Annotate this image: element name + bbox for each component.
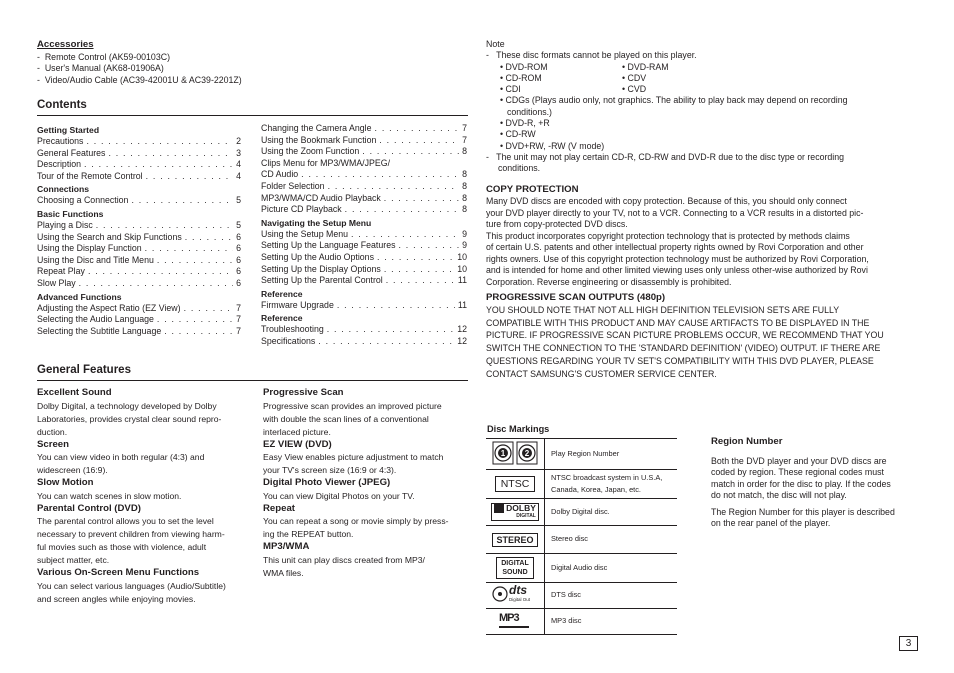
toc-leader-dots [399, 240, 460, 250]
feature-heading: MP3/WMA [263, 541, 310, 552]
body-line: and is intended for home and other limited viewing uses only unless other-wise authorized by Rovi [486, 265, 868, 275]
toc-section-heading: Advanced Functions [37, 291, 122, 302]
toc-entry-page: 6 [236, 266, 241, 277]
toc-entry-page: 8 [462, 180, 467, 191]
toc-entry-page: 8 [462, 192, 467, 203]
toc-section-heading: Getting Started [37, 125, 100, 135]
toc-entry-label: Folder Selection [261, 180, 325, 191]
svg-text:1: 1 [500, 449, 506, 458]
copy-protection-body [486, 196, 926, 288]
toc-entry-page: 10 [457, 251, 467, 262]
toc-entry-page: 8 [462, 204, 467, 215]
toc-leader-dots [327, 324, 454, 334]
toc-entry-page: 9 [462, 240, 467, 251]
disc-mark-desc: Stereo disc [545, 526, 678, 554]
features-left-column [37, 387, 252, 606]
toc-entry [261, 229, 467, 241]
toc-leader-dots [301, 169, 459, 179]
toc-entry-label: Picture CD Playback [261, 204, 342, 215]
toc-entry [37, 243, 241, 255]
note-format-pairs [486, 62, 926, 152]
toc-leader-dots [157, 255, 233, 265]
toc-entry-page: 7 [236, 314, 241, 325]
toc-entry-label: Troubleshooting [261, 324, 324, 335]
feature-text: Easy View enables picture adjustment to match [263, 452, 444, 462]
feature-text: The parental control allows you to set the level [37, 516, 214, 526]
region-number-body: Both the DVD player and your DVD discs are coded by region. These regional codes must match in order for the disc to play. If the codes do not match, the disc will not play. The Region Number for this player is described on the rear panel of the player. [711, 456, 895, 529]
feature-text: This unit can play discs created from MP3/ [263, 554, 425, 565]
toc-entry [37, 136, 241, 148]
toc-entry [37, 171, 241, 183]
toc-leader-dots [384, 264, 454, 274]
body-line: QUESTIONS REGARDING YOUR TV SET'S COMPATIBILITY WITH THIS DVD PLAYER, PLEASE [486, 355, 874, 366]
toc-leader-dots [184, 303, 234, 313]
toc-entry [37, 303, 241, 315]
feature-text: You can watch scenes in slow motion. [37, 490, 182, 501]
toc-entry-label: Setting Up the Parental Control [261, 275, 383, 286]
toc-entry-label: Firmware Upgrade [261, 299, 334, 310]
toc-entry-page: 7 [236, 325, 241, 336]
toc-entry-page: 4 [236, 159, 241, 170]
feature-text: your TV's screen size (16:9 or 4:3). [263, 465, 397, 475]
toc-leader-dots [384, 193, 459, 203]
toc-entry-label: Selecting the Audio Language [37, 314, 154, 325]
toc-entry-page: 11 [457, 275, 467, 286]
toc-entry [37, 148, 241, 160]
toc-section-heading: Connections [37, 184, 90, 195]
svg-text:2: 2 [524, 449, 530, 458]
accessories-title: Accessories [37, 39, 94, 50]
mp3-icon: MP3 [486, 609, 545, 635]
toc-entry [37, 326, 241, 338]
toc-entry-page: 5 [236, 195, 241, 206]
toc-entry-label: CD Audio [261, 169, 299, 180]
toc-leader-dots [157, 314, 233, 324]
table-row [486, 609, 677, 635]
toc-entry-page: 10 [457, 263, 467, 274]
toc-entry-page: 6 [236, 243, 241, 254]
toc-leader-dots [164, 326, 233, 336]
toc-entry-label: Using the Disc and Title Menu [37, 254, 154, 265]
note-last: - The unit may not play certain CD-R, CD-RW and DVD-R due to the disc type or recording [486, 151, 845, 162]
list-item: • CD-ROM • CDV [500, 72, 647, 83]
toc-entry [37, 266, 241, 278]
toc-section-heading: Reference [261, 288, 303, 299]
toc-entry [37, 232, 241, 244]
toc-entry [261, 181, 467, 193]
toc-entry-page: 7 [236, 302, 241, 313]
toc-entry-label: Slow Play [37, 277, 76, 288]
feature-text: You can repeat a song or movie simply by press- [263, 516, 449, 526]
toc-entry-label: Using the Zoom Function [261, 146, 360, 157]
toc-entry-page: 3 [236, 147, 241, 158]
toc-section-heading: Navigating the Setup Menu [261, 217, 372, 228]
toc-entry-page: 2 [236, 136, 241, 146]
toc-entry-label: Precautions [37, 136, 84, 146]
toc-leader-dots [318, 336, 454, 346]
disc-mark-desc: NTSC broadcast system in U.S.A, Canada, Korea, Japan, etc. [545, 470, 678, 499]
body-line: SWITCH THE CONNECTION TO THE 'STANDARD DEFINITION' (VIDEO) OUTPUT. IF THERE ARE [486, 343, 881, 354]
toc-entry [37, 195, 241, 207]
toc-leader-dots [86, 136, 233, 146]
toc-entry [37, 159, 241, 171]
accessories-list [37, 52, 242, 86]
feature-text: subject matter, etc. [37, 555, 110, 565]
body-line: ture from copy-protected DVD discs. [486, 219, 628, 229]
toc-leader-dots [108, 148, 233, 158]
table-row [486, 439, 677, 470]
body-line: rights owners. Use of this copyright protection technology must be authorized by Rovi Corporation, [486, 253, 869, 264]
page-number: 3 [899, 636, 918, 651]
toc-leader-dots [377, 252, 454, 262]
toc-entry-label: Playing a Disc [37, 219, 93, 230]
toc-entry-page: 9 [462, 228, 467, 239]
disc-mark-desc: Play Region Number [545, 439, 678, 470]
toc-entry [37, 278, 241, 290]
toc-section-heading: Basic Functions [37, 208, 104, 219]
feature-text: interlaced picture. [263, 426, 331, 437]
toc-leader-dots [375, 123, 460, 133]
table-row [486, 583, 677, 609]
body-line: COMPATIBLE WITH THIS PRODUCT AND MAY CAUSE ARTIFACTS TO BE DISPLAYED IN THE [486, 317, 870, 328]
contents-rule [37, 115, 468, 116]
toc-entry-page: 11 [457, 299, 467, 310]
list-item: • CDI • CVD [500, 84, 647, 95]
toc-entry [37, 314, 241, 326]
region-number-title: Region Number [711, 436, 783, 447]
feature-text: and screen angles while enjoying movies. [37, 593, 196, 604]
table-row [486, 554, 677, 583]
toc-entry [261, 135, 467, 147]
feature-text: Laboratories, provides crystal clear sound repro- [37, 413, 222, 424]
toc-entry [261, 324, 467, 336]
copy-protection-title: COPY PROTECTION [486, 184, 579, 195]
toc-entry-label: General Features [37, 147, 106, 158]
toc-entry-page: 8 [462, 169, 467, 180]
progressive-title: PROGRESSIVE SCAN OUTPUTS (480p) [486, 292, 666, 303]
toc-left-column [37, 123, 241, 337]
toc-entry [261, 158, 467, 170]
toc-leader-dots [79, 278, 233, 288]
toc-entry-label: Setting Up the Audio Options [261, 251, 374, 262]
toc-section-heading: Reference [261, 313, 303, 324]
toc-leader-dots [131, 195, 233, 205]
disc-markings-table [486, 438, 677, 635]
toc-entry [261, 193, 467, 205]
dolby-digital-icon: DOLBY DIGITAL [486, 499, 545, 526]
feature-text: widescreen (16:9). [37, 465, 108, 475]
general-features-title: General Features [37, 364, 131, 376]
toc-entry-label: Using the Display Function [37, 243, 142, 254]
note-intro: - These disc formats cannot be played on this player. [486, 50, 697, 61]
toc-entry-page: 6 [236, 254, 241, 265]
feature-text: You can select various languages (Audio/Subtitle) [37, 580, 226, 591]
toc-entry [261, 204, 467, 216]
toc-entry-page: 6 [236, 231, 241, 242]
feature-heading: Various On-Screen Menu Functions [37, 567, 200, 578]
disc-mark-desc: Dolby Digital disc. [545, 499, 678, 526]
toc-entry-page: 12 [457, 335, 467, 346]
feature-text: You can view Digital Photos on your TV. [263, 490, 415, 501]
toc-leader-dots [146, 171, 233, 181]
toc-entry-page: 7 [462, 123, 467, 133]
body-line: Many DVD discs are encoded with copy protection. Because of this, you should only connect [486, 196, 847, 206]
feature-text: You can view video in both regular (4:3) and [37, 452, 205, 462]
feature-text: with double the scan lines of a conventional [263, 413, 429, 424]
list-item: - User's Manual (AK68-01906A) [37, 63, 164, 74]
toc-entry [261, 275, 467, 287]
note-section [486, 39, 926, 175]
note-last-cont: conditions. [498, 163, 541, 174]
toc-leader-dots [379, 135, 459, 145]
ntsc-icon: NTSC [486, 470, 545, 499]
body-line: your DVD player directly to your TV, not to a VCR. Connecting to a VCR results in a distorted pic- [486, 207, 864, 218]
feature-heading: Parental Control (DVD) [37, 502, 141, 514]
toc-entry-label: Using the Search and Skip Functions [37, 231, 182, 242]
list-item: • DVD-R, +R [500, 118, 550, 129]
list-item: conditions.) [507, 106, 552, 117]
dts-icon: dts Digital Out [486, 583, 545, 609]
feature-text: ing the REPEAT button. [263, 529, 354, 539]
progressive-body [486, 304, 926, 380]
note-title: Note [486, 39, 505, 49]
toc-entry-label: Setting Up the Language Features [261, 240, 396, 251]
toc-entry [261, 169, 467, 181]
toc-entry-label: Specifications [261, 335, 316, 346]
disc-markings-title: Disc Markings [487, 424, 550, 434]
toc-entry [261, 264, 467, 276]
stereo-icon: STEREO [486, 526, 545, 554]
toc-leader-dots [337, 300, 455, 310]
toc-right-column [261, 123, 467, 348]
digital-sound-icon: DIGITAL SOUND [486, 554, 545, 583]
contents-title: Contents [37, 99, 87, 111]
toc-entry-label: Description [37, 159, 82, 170]
feature-heading: Repeat [263, 502, 295, 514]
toc-entry [261, 146, 467, 158]
feature-text: necessary to prevent children from viewing harm- [37, 529, 225, 539]
toc-leader-dots [84, 159, 233, 169]
toc-leader-dots [185, 232, 233, 242]
toc-entry-label: Tour of the Remote Control [37, 170, 143, 181]
general-features-rule [37, 380, 468, 381]
toc-entry-label: Choosing a Connection [37, 195, 129, 206]
body-line: YOU SHOULD NOTE THAT NOT ALL HIGH DEFINITION TELEVISION SETS ARE FULLY [486, 305, 840, 315]
body-line: Corporation. Reverse engineering or disassembly is prohibited. [486, 276, 732, 287]
toc-leader-dots [88, 266, 233, 276]
toc-entry-page: 4 [236, 170, 241, 181]
body-line: CONTACT SAMSUNG'S CUSTOMER SERVICE CENTER. [486, 368, 717, 379]
body-line: of certain U.S. patents and other intellectual property rights owned by Rovi Corporation and other [486, 242, 864, 252]
list-item: • CDGs (Plays audio only, not graphics. The ability to play back may depend on recording [500, 95, 848, 106]
body-line: This product incorporates copyright protection technology that is protected by methods claims [486, 230, 850, 241]
list-item: • DVD-ROM • DVD-RAM [500, 61, 669, 72]
toc-entry-label: Clips Menu for MP3/WMA/JPEG/ [261, 157, 391, 168]
toc-leader-dots [345, 204, 459, 214]
toc-entry [37, 255, 241, 267]
toc-entry [261, 300, 467, 312]
feature-text: Dolby Digital, a technology developed by Dolby [37, 400, 217, 411]
toc-leader-dots [386, 275, 455, 285]
toc-entry-page: 7 [462, 134, 467, 145]
toc-leader-dots [362, 146, 459, 156]
feature-text: ful movies such as those with violence, adult [37, 542, 207, 552]
toc-entry-label: Setting Up the Display Options [261, 263, 381, 274]
list-item: - Remote Control (AK59-00103C) [37, 52, 170, 62]
toc-entry-label: Repeat Play [37, 266, 85, 277]
list-item: • DVD+RW, -RW (V mode) [500, 140, 605, 151]
table-row [486, 526, 677, 554]
toc-entry-page: 6 [236, 277, 241, 288]
toc-entry-page: 8 [462, 146, 467, 157]
toc-leader-dots [351, 229, 459, 239]
toc-entry-label: MP3/WMA/CD Audio Playback [261, 192, 381, 203]
table-row [486, 499, 677, 526]
toc-entry-label: Using the Bookmark Function [261, 134, 377, 145]
toc-entry-label: Changing the Camera Angle [261, 123, 372, 133]
list-item: - Video/Audio Cable (AC39-42001U & AC39-2201Z) [37, 74, 242, 85]
list-item: • CD-RW [500, 129, 536, 140]
toc-entry-page: 5 [236, 219, 241, 230]
feature-heading: Progressive Scan [263, 387, 344, 398]
toc-entry-label: Using the Setup Menu [261, 228, 349, 239]
feature-heading: Screen [37, 438, 69, 450]
feature-heading: Digital Photo Viewer (JPEG) [263, 477, 391, 488]
toc-leader-dots [96, 220, 233, 230]
feature-heading: Slow Motion [37, 477, 94, 488]
region-globe-icon [486, 439, 545, 470]
toc-entry-label: Selecting the Subtitle Language [37, 325, 162, 336]
feature-text: duction. [37, 426, 68, 437]
toc-leader-dots [328, 181, 460, 191]
feature-text: Progressive scan provides an improved picture [263, 400, 442, 411]
disc-mark-desc: DTS disc [545, 583, 678, 609]
disc-mark-desc: Digital Audio disc [545, 554, 678, 583]
table-row [486, 470, 677, 499]
toc-entry-page: 12 [457, 324, 467, 335]
feature-heading: Excellent Sound [37, 387, 112, 398]
features-right-column [263, 387, 473, 580]
toc-entry [261, 240, 467, 252]
toc-entry [37, 220, 241, 232]
toc-entry [261, 123, 467, 135]
body-line: PICTURE. IF PROGRESSIVE SCAN PICTURE PROBLEMS OCCUR, WE RECOMMEND THAT YOU [486, 330, 884, 341]
feature-text: WMA files. [263, 567, 304, 578]
disc-mark-desc: MP3 disc [545, 609, 678, 635]
feature-heading: EZ VIEW (DVD) [263, 438, 332, 450]
toc-entry [261, 252, 467, 264]
toc-entry [261, 336, 467, 348]
toc-leader-dots [145, 243, 233, 253]
toc-entry-label: Adjusting the Aspect Ratio (EZ View) [37, 302, 181, 313]
